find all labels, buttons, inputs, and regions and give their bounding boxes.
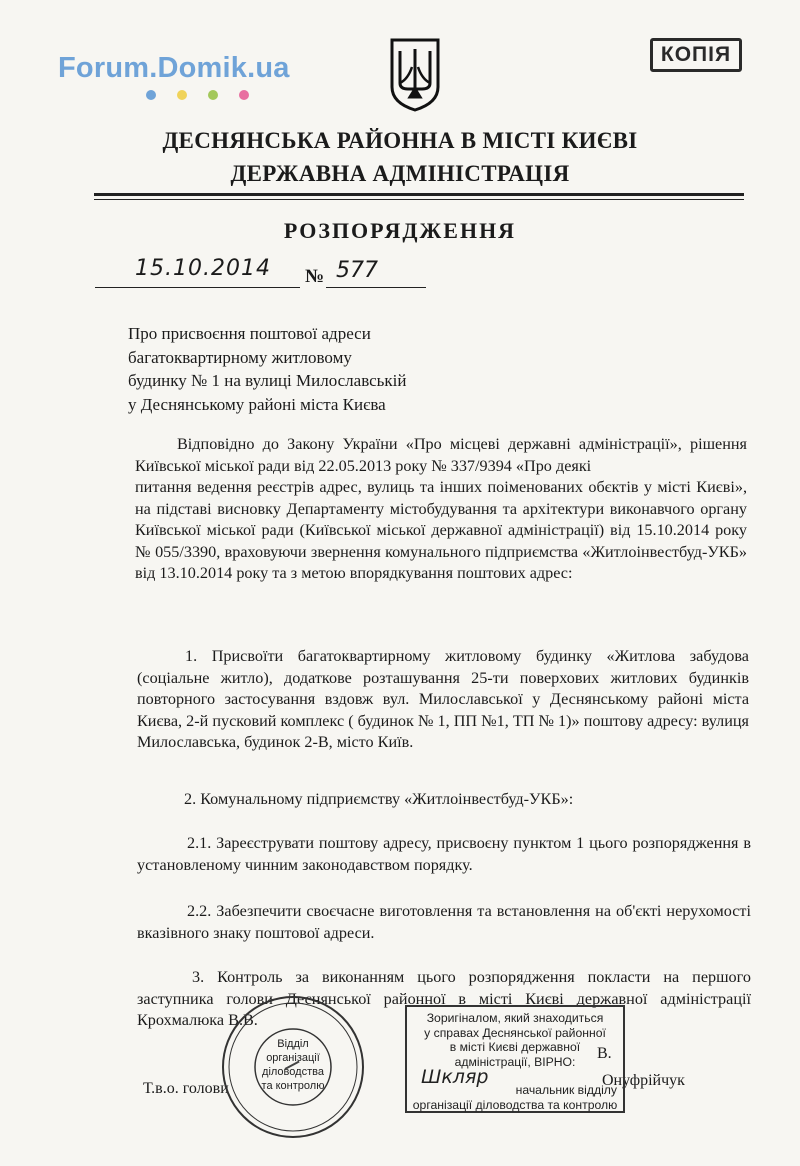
watermark-dots [146, 90, 249, 100]
subject-line: багатоквартирному житловому [128, 347, 352, 367]
preamble-first-line: Відповідно до Закону України «Про місцеві державні адміністрації», рішення Київської міської ради від 22.05.2013 року № 337/9394 «Про деякі [135, 435, 747, 475]
number-label: № [305, 266, 325, 287]
signatory-initial: В. [597, 1045, 612, 1062]
certify-signature: Шкляр [421, 1066, 489, 1088]
subject-line: Про присвоєння поштової адреси [128, 324, 371, 343]
round-seal-stamp [218, 992, 368, 1142]
item-2-1: 2.1. Зареєструвати поштову адресу, присвоєну пунктом 1 цього розпорядження в установленому чинним законодавством порядку. [137, 834, 751, 874]
watermark-dot [239, 90, 249, 100]
document-type: РОЗПОРЯДЖЕННЯ [283, 218, 517, 243]
certify-line: Зоригіналом, який знаходиться [426, 1011, 604, 1025]
item-3: 3. Контроль за виконанням цього розпорядження покласти на першого заступника голови Деснянської районної в місті Києві державної адміністрації Крохмалюка В.В. [137, 968, 751, 1029]
watermark-logo: Forum.Domik.ua [58, 52, 290, 84]
round-stamp-text: та контролю [261, 1080, 325, 1092]
subject-line: у Деснянському районі міста Києва [128, 394, 386, 414]
item-1: 1. Присвоїти багатоквартирному житловому будинку «Житлова забудова (соціальне житло), додаткове розташування 25-ти поверхових житлових будинків повторного застосування вздовж вул. Милославської у Деснянському районі міста Києва, 2-й пусковий комплекс ( будинок № 1, ПП №1, ТП № 1)» поштову адресу: вулиця Милославська, будинок 2-В, місто Київ. [137, 647, 749, 751]
preamble-paragraph [135, 434, 747, 585]
round-stamp-text: діловодства [262, 1066, 324, 1078]
subject-block [128, 322, 407, 416]
subject-line: будинку № 1 на вулиці Милославській [128, 371, 407, 390]
item-2: 2. Комунальному підприємству «Житлоінвестбуд-УКБ»: [184, 790, 574, 808]
item-2-2: 2.2. Забезпечити своєчасне виготовлення та встановлення на об'єкті нерухомості вказівного знаку поштової адреси. [137, 902, 751, 942]
round-stamp-text: Відділ [277, 1038, 309, 1050]
header-divider-thin [94, 199, 744, 200]
header-divider [94, 193, 744, 196]
signatory-name: Онуфрійчук [602, 1072, 685, 1089]
certify-line: в місті Києві державної [449, 1040, 581, 1054]
certified-copy-stamp [405, 1005, 625, 1113]
document-date: 15.10.2014 [135, 256, 271, 281]
certify-title: начальник відділу [515, 1083, 617, 1097]
certify-line: адміністрації, ВІРНО: [454, 1054, 576, 1069]
number-underline [326, 287, 426, 288]
preamble-rest: питання ведення реєстрів адрес, вулиць та інших поіменованих обєктів у місті Києві», на підставі висновку Департаменту містобудування та архітектури виконавчого органу Київської міської ради (Київської міської державної адміністрації) від 15.10.2014 року № 055/3390, враховуючи звернення комунального підприємства «Житлоінвестбуд-УКБ» від 13.10.2014 року та з метою впорядкування поштових адрес: [135, 478, 747, 582]
watermark-dot [177, 90, 187, 100]
organization-name-line2: ДЕРЖАВНА АДМІНІСТРАЦІЯ [230, 161, 570, 186]
trident-emblem-icon [388, 37, 442, 113]
date-underline [95, 287, 300, 288]
watermark-dot [146, 90, 156, 100]
copy-stamp: КОПІЯ [650, 38, 742, 72]
organization-name-line1: ДЕСНЯНСЬКА РАЙОННА В МІСТІ КИЄВІ [162, 128, 638, 153]
certify-line: у справах Деснянської районної [424, 1025, 606, 1040]
signatory-title: Т.в.о. голови [143, 1080, 229, 1097]
round-stamp-text: організації [266, 1052, 320, 1064]
document-number: 577 [336, 258, 378, 283]
watermark-dot [208, 90, 218, 100]
certify-department: організації діловодства та контролю [412, 1098, 618, 1112]
